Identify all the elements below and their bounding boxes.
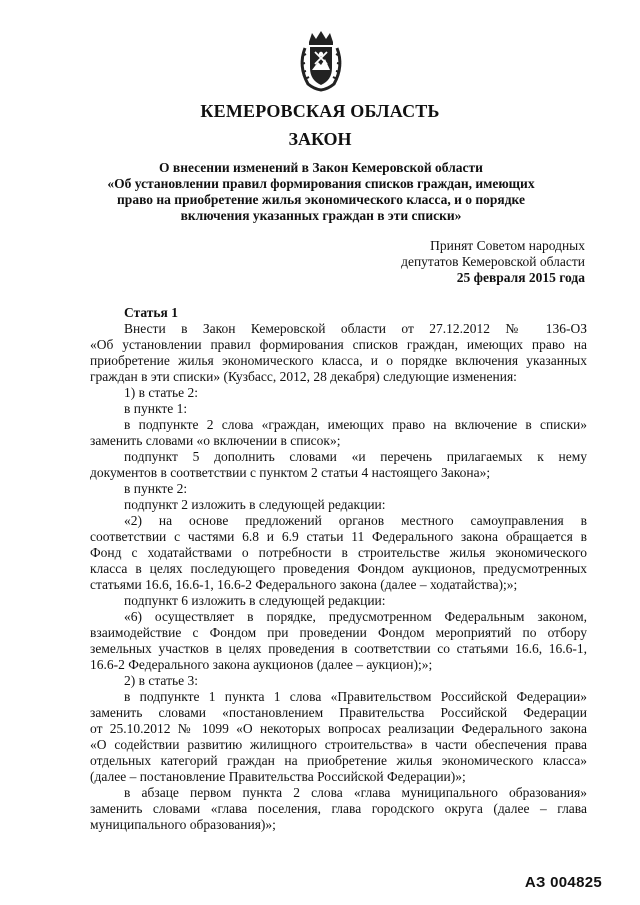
article-text-line: подпункт 6 изложить в следующей редакции: (124, 593, 386, 608)
article-text-line: отдельных категорий граждан на приобретение жилья экономического класса» (90, 753, 587, 768)
article-text-line: взаимодействие с Фондом при проведении Фондом мероприятий по отбору (90, 625, 587, 640)
article-text-line: в подпункте 1 пункта 1 слова «Правительством Российской Федерации» (124, 689, 587, 704)
article-text-line: (далее – постановление Правительства Российской Федерации)»; (90, 769, 466, 784)
document-type-heading: ЗАКОН (288, 129, 352, 149)
article-text-line: статьями 16.6, 16.6-1, 16.6-2 Федерального закона (далее – ходатайства);»; (90, 577, 518, 592)
article-text-line: в абзаце первом пункта 2 слова «глава муниципального образования» (124, 785, 587, 800)
adoption-date: 25 февраля 2015 года (456, 270, 585, 285)
article-text-line: заменить словами «о включении в список»; (90, 433, 341, 448)
article-text-line: заменить словами «глава поселения, глава городского округа (далее – глава (90, 801, 587, 816)
law-title-line: О внесении изменений в Закон Кемеровской области (159, 160, 483, 175)
article-text-line: в подпункте 2 слова «граждан, имеющих право на включение в списки» (124, 417, 587, 432)
article-text-line: класса в целях последующего проведения Фондом аукционов, предусмотренных (90, 561, 587, 576)
article-text-line: в пункте 2: (124, 481, 188, 496)
article-text-line: 1) в статье 2: (124, 385, 198, 400)
article-text-line: Фонд с ходатайствами о потребности в строительстве жилья экономического (90, 545, 587, 560)
region-heading: КЕМЕРОВСКАЯ ОБЛАСТЬ (200, 101, 440, 121)
article-text-line: приобретение жилья экономического класса, и о порядке включения указанных (90, 353, 587, 368)
article-text-line: «О содействии развитию жилищного строительства» в части обеспечения права (90, 737, 587, 752)
adoption-line: депутатов Кемеровской области (401, 254, 585, 269)
article-text-line: «Об установлении правил формирования списков граждан, имеющих право на (90, 337, 587, 352)
article-text-line: граждан в эти списки» (Кузбасс, 2012, 28 декабря) следующие изменения: (90, 369, 517, 384)
article-text-line: Внести в Закон Кемеровской области от 27.12.2012 № 136-ОЗ (124, 321, 587, 336)
article-text-line: от 25.10.2012 № 1099 «О некоторых вопросах реализации Федерального закона (90, 721, 587, 736)
article-text-line: заменить словами «постановлением Правительства Российской Федерации (90, 705, 587, 720)
article-text-line: «6) осуществляет в порядке, предусмотренном Федеральным законом, (124, 609, 587, 624)
law-title-line: «Об установлении правил формирования списков граждан, имеющих (107, 176, 535, 191)
article-text-line: земельных участков в целях проведения в соответствии со статьями 16.6, 16.6-1, (90, 641, 587, 656)
coat-of-arms-icon (296, 30, 346, 92)
article-text-line: в пункте 1: (124, 401, 188, 416)
article-text-line: подпункт 5 дополнить словами «и перечень прилагаемых к нему (124, 449, 587, 464)
article-text-line: документов в соответствии с пунктом 2 статьи 4 настоящего Закона»; (90, 465, 491, 480)
law-title-line: право на приобретение жилья экономического класса, и о порядке (117, 192, 525, 207)
article-text-line: муниципального образования)»; (90, 817, 276, 832)
law-title (90, 160, 552, 224)
adoption-line: Принят Советом народных (430, 238, 585, 253)
article-body (90, 321, 587, 833)
article-text-line: подпункт 2 изложить в следующей редакции: (124, 497, 386, 512)
article-text-line: 2) в статье 3: (124, 673, 198, 688)
article-text-line: «2) на основе предложений органов местного самоуправления в (124, 513, 587, 528)
article-heading: Статья 1 (124, 305, 178, 320)
article-text-line: соответствии с частями 6.8 и 6.9 статьи 11 Федерального закона обращается в (90, 529, 587, 544)
serial-number: АЗ 004825 (524, 874, 602, 891)
article-text-line: 16.6-2 Федерального закона аукционов (далее – аукцион);»; (90, 657, 433, 672)
law-title-line: включения указанных граждан в эти списки» (180, 208, 462, 223)
adoption-note (325, 238, 585, 286)
